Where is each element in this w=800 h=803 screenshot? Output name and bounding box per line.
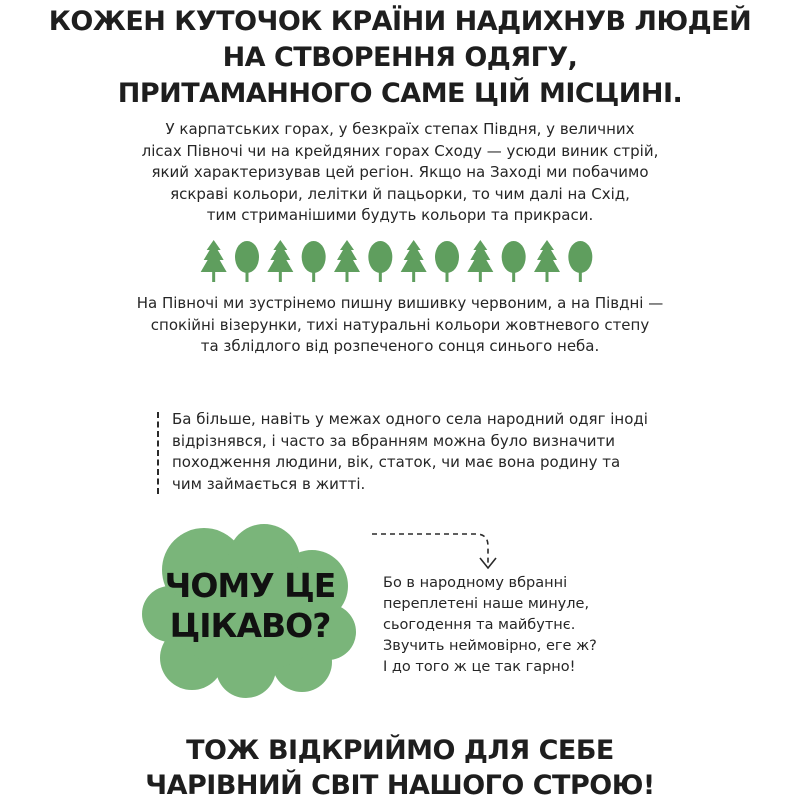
why-answer-paragraph xyxy=(383,573,643,678)
dashed-divider xyxy=(157,412,159,494)
text-line: чим займається в житті. xyxy=(172,474,366,493)
north-south-paragraph xyxy=(100,293,700,358)
pine-tree-icon xyxy=(534,240,560,282)
text-line: спокійні візерунки, тихі натуральні кольори жовтневого степу xyxy=(150,315,650,334)
text-line: яскраві кольори, лелітки й пацьорки, то чим далі на Схід, xyxy=(170,184,630,203)
text-line: Звучить неймовірно, еге ж? xyxy=(383,638,597,654)
dashed-arrow-icon xyxy=(368,526,508,576)
text-line: лісах Півночі чи на крейдяних горах Сходу — усюди виник стрій, xyxy=(141,141,659,160)
text-line: походження людини, вік, статок, чи має вона родину та xyxy=(172,453,621,471)
round-tree-icon xyxy=(502,241,526,282)
title-line: ТОЖ ВІДКРИЙМО ДЛЯ СЕБЕ xyxy=(186,735,614,766)
text-line: переплетені наше минуле, xyxy=(383,596,590,612)
pine-tree-icon xyxy=(267,240,293,282)
tree-row-decoration xyxy=(197,238,597,284)
cloud-line: ЦІКАВО? xyxy=(169,606,331,645)
text-line: та зблідлого від розпеченого сонця синього неба. xyxy=(200,337,600,355)
text-line: який характеризував цей регіон. Якщо на Заході ми побачимо xyxy=(151,163,649,181)
round-tree-icon xyxy=(568,241,592,282)
closing-title xyxy=(0,733,800,803)
text-line: Бо в народному вбранні xyxy=(383,575,568,591)
title-line: НА СТВОРЕННЯ ОДЯГУ, xyxy=(222,42,578,73)
title-line: ЧАРІВНИЙ СВІТ НАШОГО СТРОЮ! xyxy=(145,770,655,801)
text-line: У карпатських горах, у безкраїх степах Півдня, у величних xyxy=(165,120,635,138)
why-interesting-title xyxy=(160,566,340,646)
pine-tree-icon xyxy=(201,240,227,282)
round-tree-icon xyxy=(368,241,392,282)
text-line: І до того ж це так гарно! xyxy=(383,659,576,675)
round-tree-icon xyxy=(435,241,459,282)
intro-paragraph xyxy=(100,119,700,227)
pine-tree-icon xyxy=(334,240,360,282)
text-line: тим стриманішими будуть кольори та прикраси. xyxy=(206,206,594,224)
text-line: Ба більше, навіть у межах одного села народний одяг іноді xyxy=(172,410,648,428)
text-line: сьогодення та майбутнє. xyxy=(383,617,576,633)
title-line: КОЖЕН КУТОЧОК КРАЇНИ НАДИХНУВ ЛЮДЕЙ xyxy=(48,6,752,37)
text-line: відрізнявся, і часто за вбранням можна було визначити xyxy=(172,431,615,450)
title-line: ПРИТАМАННОГО САМЕ ЦІЙ МІСЦИНІ. xyxy=(117,78,683,109)
village-paragraph xyxy=(172,409,692,495)
cloud-line: ЧОМУ ЦЕ xyxy=(164,566,336,605)
pine-tree-icon xyxy=(467,240,493,282)
round-tree-icon xyxy=(302,241,326,282)
text-line: На Півночі ми зустрінемо пишну вишивку червоним, а на Півдні — xyxy=(136,294,664,312)
pine-tree-icon xyxy=(401,240,427,282)
round-tree-icon xyxy=(235,241,259,282)
page-title xyxy=(0,4,800,112)
